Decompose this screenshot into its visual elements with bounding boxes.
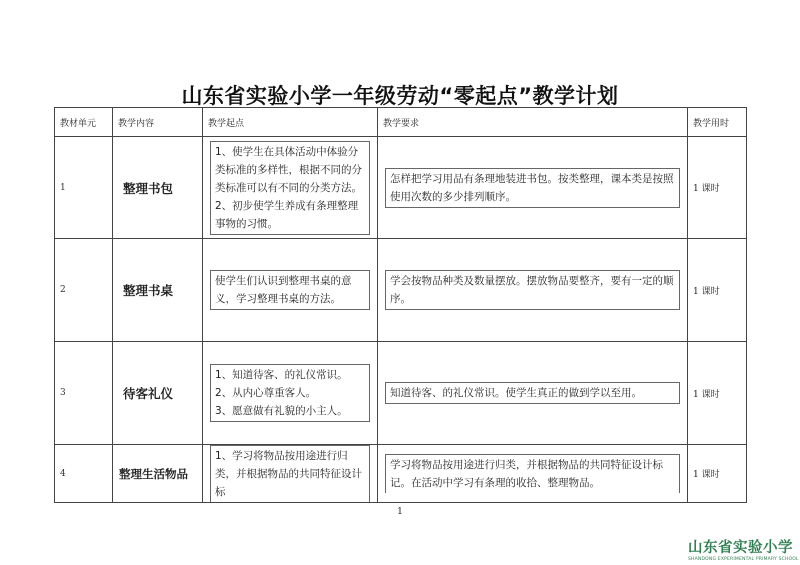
requirement-cell bbox=[378, 342, 688, 445]
requirement-text: 怎样把学习用品有条理地装进书包。按类整理，课本类是按照使用次数的多少排列顺序。 bbox=[385, 168, 680, 208]
page-number: 1 bbox=[397, 507, 403, 517]
unit-cell: 1 bbox=[55, 137, 113, 239]
start-cell bbox=[203, 445, 378, 503]
content-cell: 整理书包 bbox=[113, 137, 203, 239]
page-title: 山东省实验小学一年级劳动“零起点”教学计划 bbox=[181, 84, 619, 108]
header-time: 教学用时 bbox=[688, 108, 747, 137]
requirement-cell bbox=[378, 239, 688, 342]
start-text: 1、知道待客、的礼仪常识。 2、从内心尊重客人。 3、愿意做有礼貌的小主人。 bbox=[210, 364, 370, 422]
header-unit: 教材单元 bbox=[55, 108, 113, 137]
start-text: 1、学习将物品按用途进行归类，并根据物品的共同特征设计标 bbox=[210, 445, 370, 502]
time-cell: 1 课时 bbox=[688, 342, 747, 445]
time-cell: 1 课时 bbox=[688, 137, 747, 239]
unit-cell: 2 bbox=[55, 239, 113, 342]
start-cell bbox=[203, 239, 378, 342]
requirement-cell bbox=[378, 137, 688, 239]
requirement-cell bbox=[378, 445, 688, 503]
table-row bbox=[55, 239, 747, 342]
start-text: 1、使学生在具体活动中体验分类标准的多样性，根据不同的分类标准可以有不同的分类方法。 2、初步使学生养成有条理整理事物的习惯。 bbox=[210, 141, 370, 235]
content-cell: 整理生活物品 bbox=[113, 445, 203, 503]
school-logo bbox=[688, 536, 800, 562]
teaching-plan-table bbox=[54, 107, 747, 503]
unit-cell: 4 bbox=[55, 445, 113, 503]
school-logo-subtitle: SHANDONG EXPERIMENTAL PRIMARY SCHOOL bbox=[688, 557, 799, 562]
header-start: 教学起点 bbox=[203, 108, 378, 137]
table-row bbox=[55, 342, 747, 445]
time-cell: 1 课时 bbox=[688, 445, 747, 503]
content-cell: 整理书桌 bbox=[113, 239, 203, 342]
requirement-text: 学习将物品按用途进行归类，并根据物品的共同特征设计标记。在活动中学习有条理的收拾、整理物品。 bbox=[385, 454, 680, 493]
header-content: 教学内容 bbox=[113, 108, 203, 137]
content-cell: 待客礼仪 bbox=[113, 342, 203, 445]
start-cell bbox=[203, 137, 378, 239]
table-row bbox=[55, 445, 747, 503]
unit-cell: 3 bbox=[55, 342, 113, 445]
header-requirement: 教学要求 bbox=[378, 108, 688, 137]
table-header-row bbox=[55, 108, 747, 137]
table-row bbox=[55, 137, 747, 239]
time-cell: 1 课时 bbox=[688, 239, 747, 342]
requirement-text: 学会按物品种类及数量摆放。摆放物品要整齐，要有一定的顺序。 bbox=[385, 270, 680, 310]
requirement-text: 知道待客、的礼仪常识。使学生真正的做到学以至用。 bbox=[385, 382, 680, 404]
start-text: 使学生们认识到整理书桌的意义，学习整理书桌的方法。 bbox=[210, 270, 370, 310]
school-logo-name: 山东省实验小学 bbox=[688, 539, 793, 556]
start-cell bbox=[203, 342, 378, 445]
